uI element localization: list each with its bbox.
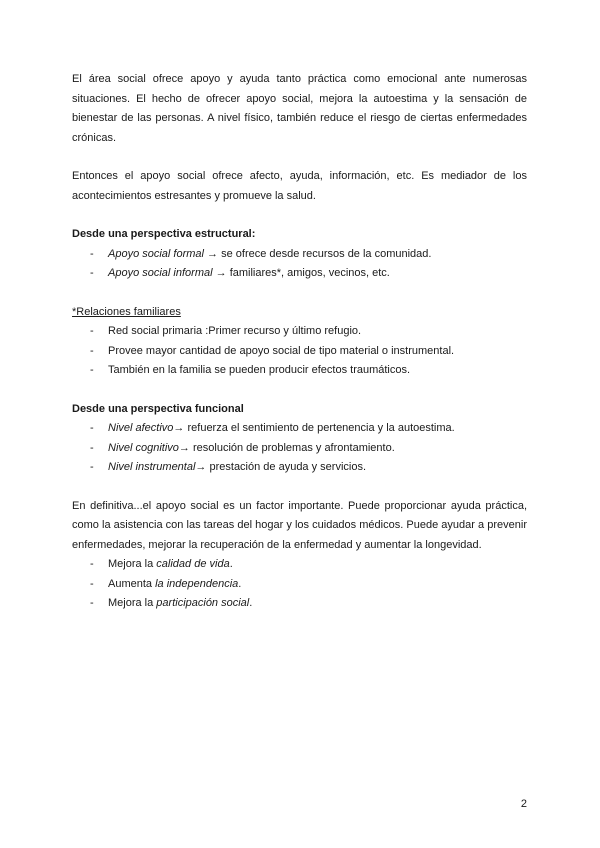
family-heading: *Relaciones familiares	[72, 305, 181, 318]
benefits-list	[72, 555, 527, 614]
list-item-prefix: Mejora la	[108, 597, 157, 609]
second-paragraph: Entonces el apoyo social ofrece afecto, ayuda, información, etc. Es mediador de los acontecimientos estresantes y promueve la salud.	[72, 170, 527, 202]
arrow-icon: →	[178, 441, 193, 454]
list-item-text: refuerza el sentimiento de pertenencia y la autoestima.	[187, 422, 455, 434]
arrow-icon: →	[212, 267, 230, 279]
list-item-term: la independencia	[155, 577, 239, 590]
family-list	[72, 322, 527, 381]
list-item: - También en la familia se pueden producir efectos traumáticos.	[72, 361, 527, 381]
arrow-icon: →	[204, 247, 222, 260]
list-item-term: Apoyo social informal	[108, 267, 213, 279]
list-item	[72, 245, 527, 265]
list-item-term: Apoyo social formal	[108, 247, 204, 260]
list-item-term: Nivel cognitivo	[108, 441, 179, 454]
list-item: - Provee mayor cantidad de apoyo social de tipo material o instrumental.	[72, 342, 527, 362]
list-item-prefix: Mejora la	[108, 558, 157, 570]
list-item	[72, 264, 527, 284]
intro-paragraph: El área social ofrece apoyo y ayuda tanto práctica como emocional ante numerosas situaciones. El hecho de ofrecer apoyo social, mejora la autoestima y la sensación de bienestar de las personas. A nivel físico, también reduce el riesgo de ciertas enfermedades crónicas.	[72, 73, 527, 144]
arrow-icon: →	[195, 461, 210, 473]
list-item-suffix: .	[238, 577, 242, 590]
document-page	[72, 70, 527, 614]
list-item-term: Nivel instrumental	[108, 461, 196, 473]
list-item-term: Nivel afectivo	[108, 422, 174, 434]
list-item	[72, 458, 527, 478]
functional-list	[72, 419, 527, 478]
list-item	[72, 594, 527, 614]
conclusion-paragraph: En definitiva...el apoyo social es un factor importante. Puede proporcionar ayuda práctica, como la asistencia con las tareas del hogar y los cuidados médicos. Puede ayudar a prevenir enfermedades, mejorar la recuperación de la enfermedad y aumentar la longevidad.	[72, 499, 527, 551]
list-item-text: se ofrece desde recursos de la comunidad.	[221, 247, 432, 260]
list-item	[72, 575, 527, 595]
list-item	[72, 439, 527, 459]
list-item-text: resolución de problemas y afrontamiento.	[192, 441, 395, 454]
list-item	[72, 555, 527, 575]
structural-list	[72, 245, 527, 284]
list-item: - Red social primaria :Primer recurso y último refugio.	[72, 322, 527, 342]
list-item	[72, 419, 527, 439]
list-item-text: prestación de ayuda y servicios.	[209, 461, 367, 473]
functional-heading: Desde una perspectiva funcional	[72, 402, 244, 415]
list-item-term: participación social	[156, 597, 250, 609]
structural-heading: Desde una perspectiva estructural:	[72, 228, 256, 240]
list-item-suffix: .	[229, 558, 233, 570]
list-item-text: familiares*, amigos, vecinos, etc.	[229, 267, 390, 279]
page-number: 2	[520, 798, 527, 810]
list-item-term: calidad de vida	[156, 558, 230, 570]
list-item-prefix: Aumenta	[108, 577, 156, 590]
list-item-suffix: .	[249, 597, 253, 609]
arrow-icon: →	[173, 422, 188, 434]
